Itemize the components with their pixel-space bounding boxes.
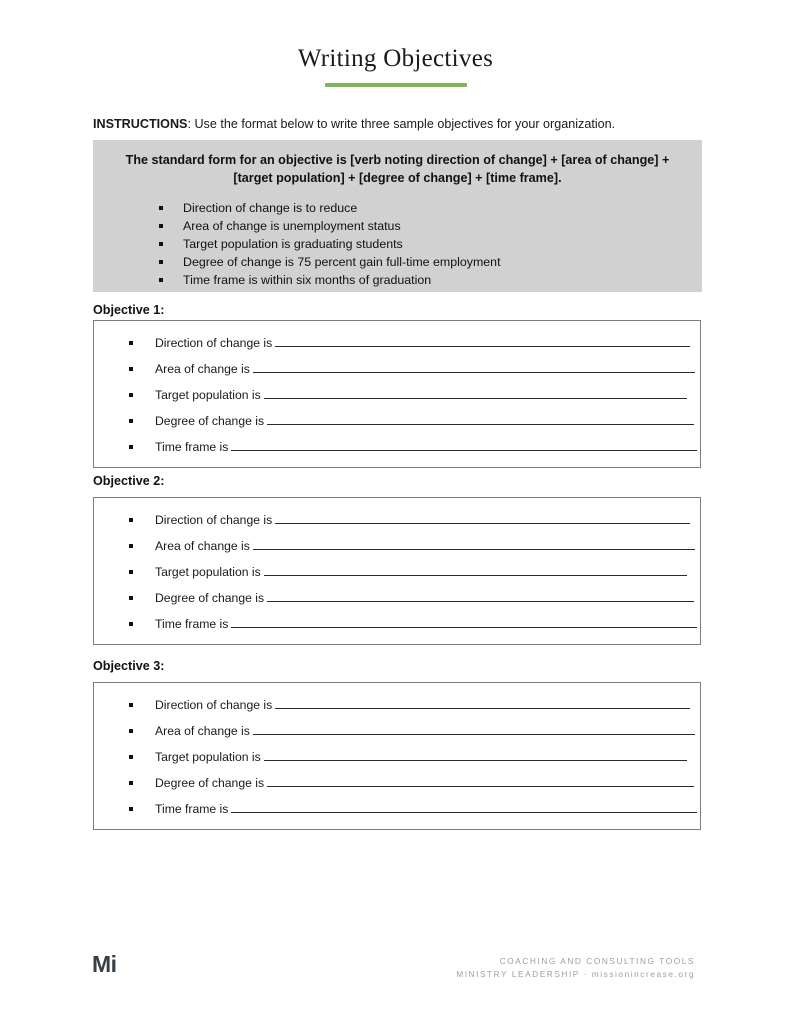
- square-bullet-icon: [129, 367, 133, 371]
- objective-field-blank[interactable]: [264, 387, 687, 399]
- objective-field-label: Target population is: [155, 388, 261, 402]
- title-accent-rule: [325, 83, 467, 87]
- objective-field-label: Degree of change is: [155, 776, 265, 790]
- objective-1-box[interactable]: [93, 320, 701, 468]
- objective-field-label: Area of change is: [155, 362, 250, 376]
- objective-field-blank[interactable]: [267, 590, 694, 602]
- objective-field-blank[interactable]: [264, 564, 687, 576]
- objective-field-label: Time frame is: [155, 440, 229, 454]
- objective-field-row[interactable]: [129, 512, 700, 528]
- square-bullet-icon: [129, 622, 133, 626]
- square-bullet-icon: [129, 781, 133, 785]
- instructions-label: INSTRUCTIONS: [93, 117, 188, 131]
- square-bullet-icon: [129, 341, 133, 345]
- list-item-label: Target population is graduating students: [183, 237, 403, 251]
- square-bullet-icon: [159, 260, 163, 264]
- objective-field-row[interactable]: [129, 538, 700, 554]
- list-item: [159, 217, 676, 235]
- list-item: [159, 199, 676, 217]
- instructions-line: [93, 116, 705, 133]
- objective-field-label: Direction of change is: [155, 513, 273, 527]
- objective-field-label: Target population is: [155, 750, 261, 764]
- objective-1-heading: Objective 1:: [93, 303, 165, 317]
- objective-field-label: Time frame is: [155, 617, 229, 631]
- square-bullet-icon: [129, 393, 133, 397]
- square-bullet-icon: [129, 518, 133, 522]
- objective-field-row[interactable]: [129, 439, 700, 455]
- objective-field-label: Area of change is: [155, 724, 250, 738]
- instructions-text: : Use the format below to write three sample objectives for your organization.: [187, 117, 616, 131]
- objective-field-blank[interactable]: [231, 616, 697, 628]
- objective-field-row[interactable]: [129, 361, 700, 377]
- objective-1-field-list: [94, 335, 700, 455]
- objective-field-blank[interactable]: [275, 512, 690, 524]
- list-item: [159, 235, 676, 253]
- objective-field-blank[interactable]: [231, 801, 697, 813]
- square-bullet-icon: [159, 206, 163, 210]
- objective-field-label: Direction of change is: [155, 336, 273, 350]
- footer-text: [355, 955, 695, 981]
- objective-field-label: Direction of change is: [155, 698, 273, 712]
- objective-field-blank[interactable]: [275, 335, 690, 347]
- square-bullet-icon: [129, 544, 133, 548]
- footer-line-1: COACHING AND CONSULTING TOOLS: [499, 956, 695, 966]
- square-bullet-icon: [159, 242, 163, 246]
- mission-increase-logo: Mi: [92, 951, 117, 977]
- objective-field-row[interactable]: [129, 801, 700, 817]
- square-bullet-icon: [159, 278, 163, 282]
- objective-field-row[interactable]: [129, 590, 700, 606]
- standard-form-box: [93, 140, 702, 292]
- square-bullet-icon: [129, 703, 133, 707]
- footer-line-2: MINISTRY LEADERSHIP · missionincrease.org: [456, 969, 695, 979]
- objective-field-blank[interactable]: [253, 723, 695, 735]
- objective-field-blank[interactable]: [267, 775, 694, 787]
- objective-field-row[interactable]: [129, 697, 700, 713]
- objective-field-label: Degree of change is: [155, 414, 265, 428]
- objective-field-row[interactable]: [129, 335, 700, 351]
- list-item-label: Direction of change is to reduce: [183, 201, 358, 215]
- objective-2-field-list: [94, 512, 700, 632]
- objective-field-blank[interactable]: [253, 361, 695, 373]
- objective-field-row[interactable]: [129, 564, 700, 580]
- objective-field-label: Area of change is: [155, 539, 250, 553]
- objective-field-blank[interactable]: [267, 413, 694, 425]
- square-bullet-icon: [129, 596, 133, 600]
- objective-field-row[interactable]: [129, 775, 700, 791]
- square-bullet-icon: [129, 755, 133, 759]
- objective-field-label: Degree of change is: [155, 591, 265, 605]
- objective-2-heading: Objective 2:: [93, 474, 165, 488]
- page-title: Writing Objectives: [297, 45, 494, 72]
- list-item-label: Degree of change is 75 percent gain full-time employment: [183, 255, 501, 269]
- objective-3-box[interactable]: [93, 682, 701, 830]
- objective-3-field-list: [94, 697, 700, 817]
- standard-form-heading: The standard form for an objective is [verb noting direction of change] + [area of change] + [target population] + [degree of change] + [time frame].: [125, 153, 670, 185]
- objective-field-blank[interactable]: [231, 439, 697, 451]
- list-item: [159, 271, 676, 289]
- square-bullet-icon: [129, 445, 133, 449]
- square-bullet-icon: [129, 570, 133, 574]
- objective-field-row[interactable]: [129, 387, 700, 403]
- objective-field-row[interactable]: [129, 749, 700, 765]
- objective-3-heading: Objective 3:: [93, 659, 165, 673]
- objective-field-row[interactable]: [129, 413, 700, 429]
- standard-form-example-list: [119, 199, 676, 289]
- objective-field-row[interactable]: [129, 723, 700, 739]
- objective-field-blank[interactable]: [264, 749, 687, 761]
- list-item-label: Time frame is within six months of graduation: [183, 273, 432, 287]
- square-bullet-icon: [129, 419, 133, 423]
- square-bullet-icon: [129, 729, 133, 733]
- list-item: [159, 253, 676, 271]
- objective-field-label: Target population is: [155, 565, 261, 579]
- square-bullet-icon: [129, 807, 133, 811]
- square-bullet-icon: [159, 224, 163, 228]
- objective-field-label: Time frame is: [155, 802, 229, 816]
- objective-field-row[interactable]: [129, 616, 700, 632]
- objective-field-blank[interactable]: [253, 538, 695, 550]
- title-block: [0, 44, 791, 87]
- objective-field-blank[interactable]: [275, 697, 690, 709]
- objective-2-box[interactable]: [93, 497, 701, 645]
- list-item-label: Area of change is unemployment status: [183, 219, 401, 233]
